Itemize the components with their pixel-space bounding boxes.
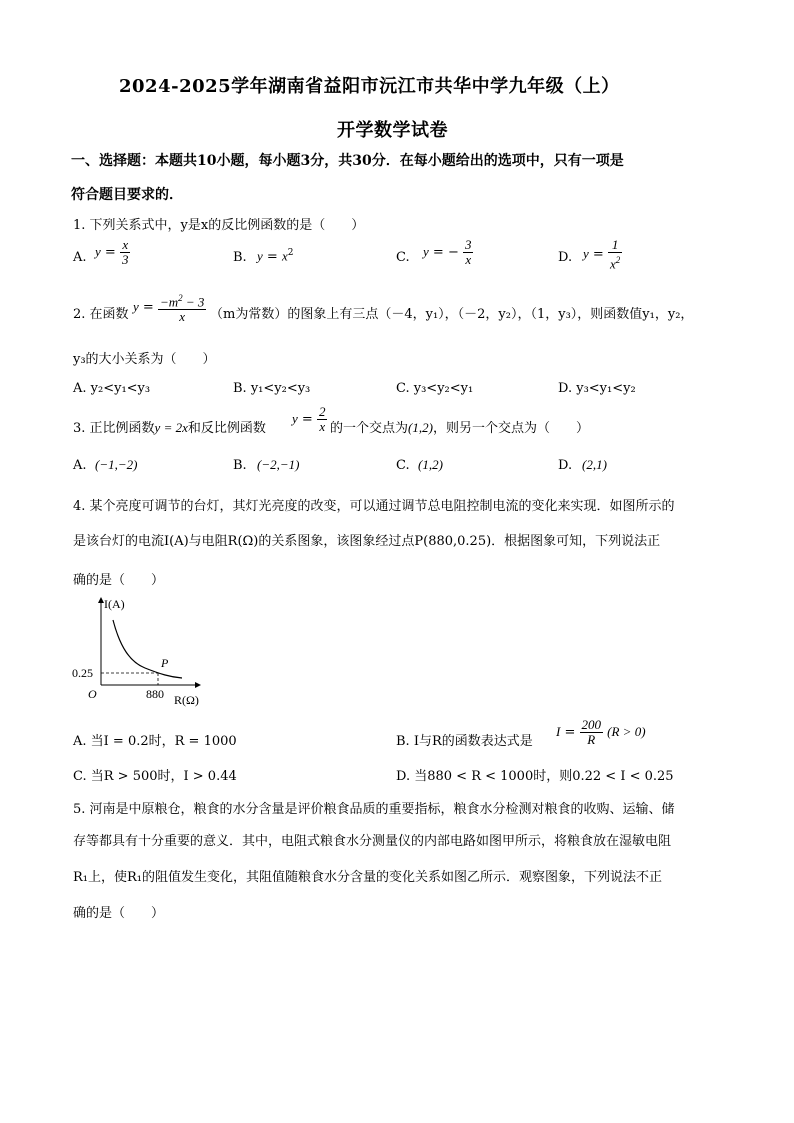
graph-curve (113, 620, 182, 678)
q4-line2: 是该台灯的电流I(A)与电阻R(Ω)的关系图象，该图象经过点P(880,0.25)．根据图象可知，下列说法正 (73, 534, 661, 549)
q4-option-d: D. 当880 < R < 1000时，则0.22 < I < 0.25 (396, 769, 674, 784)
q4-line1: 4. 某个亮度可调节的台灯，其灯光亮度的改变，可以通过调节总电阻控制电流的变化来实现．如图所示的 (73, 499, 675, 514)
q4-option-b-prefix: B. I与R的函数表达式是 (396, 734, 533, 749)
graph-origin-label: O (88, 687, 97, 701)
q3-option-a-label: A. (73, 458, 87, 473)
q3-option-d-label: D. (558, 458, 573, 473)
q2-function: y = $\frac{-m^2 - 3}{x}$ (133, 293, 205, 325)
q2-option-a: A. y₂<y₁<y₃ (73, 381, 151, 396)
page-title-line2: 开学数学试卷 (337, 120, 448, 141)
q4-line3: 确的是（ ） (73, 573, 165, 588)
q2-option-b: B. y₁<y₂<y₃ (233, 381, 311, 396)
q1-option-a: y = $\frac{x}{3}$ (95, 237, 129, 267)
q1-option-d: y = $\frac{1}{x^2}$ (583, 237, 621, 272)
graph-point-label: P (161, 656, 169, 670)
q3-option-a: (−1,−2) (95, 457, 138, 472)
current-resistance-graph (70, 592, 220, 710)
q3-option-c: (1,2) (418, 457, 443, 472)
q5-line1: 5. 河南是中原粮仓，粮食的水分含量是评价粮食品质的重要指标，粮食水分检测对粮食的收购、运输、储 (73, 802, 675, 817)
q3-option-c-label: C. (396, 458, 410, 473)
graph-x-tick-label: 880 (146, 687, 164, 701)
q4-option-a: A. 当I = 0.2时，R = 1000 (73, 734, 237, 749)
q5-line4: 确的是（ ） (73, 906, 165, 921)
q4-option-c: C. 当R > 500时，I > 0.44 (73, 769, 237, 784)
q3-option-b-label: B. (233, 458, 247, 473)
q1-option-c-label: C. (396, 250, 410, 265)
q2-stem-prefix: 2. 在函数 (73, 307, 129, 322)
q2-stem-suffix: （m为常数）的图象上有三点（－4，y₁），（－2，y₂），（1，y₃），则函数值y₁，y₂， (210, 307, 694, 322)
q2-option-d: D. y₃<y₁<y₂ (558, 381, 636, 396)
q1-stem: 1. 下列关系式中，y是x的反比例函数的是（ ） (73, 218, 365, 233)
q5-line3: R₁上，使R₁的阻值发生变化，其阻值随粮食水分含量的变化关系如图乙所示．观察图象，下列说法不正 (73, 870, 662, 885)
q1-option-d-label: D. (558, 250, 573, 265)
q1-option-c: y = − $\frac{3}{x}$ (423, 237, 472, 267)
q1-option-b: $y = x^2$ (257, 248, 294, 265)
q2-option-c: C. y₃<y₂<y₁ (396, 381, 474, 396)
q3-option-b: (−2,−1) (257, 457, 300, 472)
section-heading-line1: 一、选择题：本题共10小题，每小题3分，共30分．在每小题给出的选项中，只有一项是 (71, 153, 624, 169)
q1-option-b-label: B. (233, 250, 247, 265)
page-title-line1: 2024-2025学年湖南省益阳市沅江市共华中学九年级（上） (119, 76, 620, 97)
q2-stem-line2: y₃的大小关系为（ ） (73, 352, 216, 367)
q3-option-d: (2,1) (582, 457, 607, 472)
q1-option-a-label: A. (73, 250, 87, 265)
q3-stem: 3. 正比例函数y = 2x和反比例函数 (73, 420, 266, 436)
graph-y-axis-label: I(A) (104, 597, 125, 611)
q5-line2: 存等都具有十分重要的意义．其中，电阻式粮食水分测量仪的内部电路如图甲所示，将粮食放在湿敏电阻 (73, 834, 672, 849)
graph-y-tick-label: 0.25 (72, 666, 93, 680)
section-heading-line2: 符合题目要求的． (71, 187, 183, 203)
q3-inverse-function: y = $\frac{2}{x}$ (292, 404, 326, 434)
graph-x-axis-label: R(Ω) (174, 693, 199, 707)
q4-option-b-expr: I = $\frac{200}{R}$ (R > 0) (556, 717, 646, 747)
q3-stem-suffix: 的一个交点为(1,2)，则另一个交点为（ ） (330, 420, 589, 436)
